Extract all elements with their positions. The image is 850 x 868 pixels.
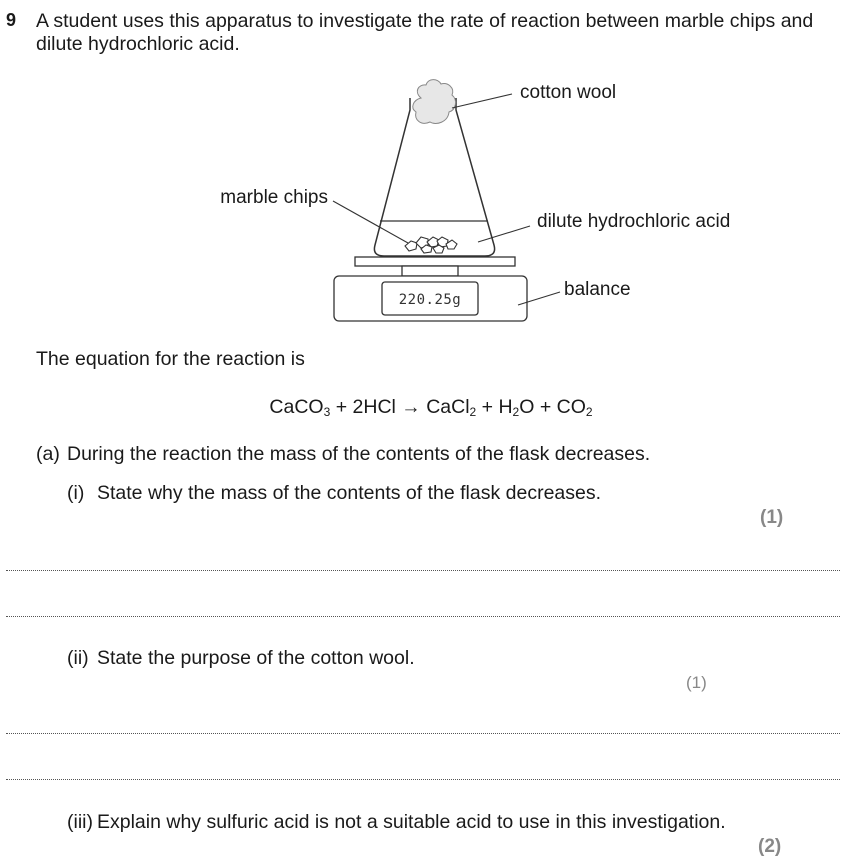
apparatus-diagram [200,70,760,340]
eq-cacl-sub: 2 [469,405,477,419]
eq-cacl: CaCl [420,396,470,418]
eq-caco: CaCO [269,396,324,418]
eq-hcl: + 2HCl [330,396,402,418]
leader-cotton-wool [452,94,512,108]
label-cotton-wool: cotton wool [520,82,617,103]
part-a-ii-label: (ii) [67,647,89,669]
part-a-iii-text: Explain why sulfuric acid is not a suitable acid to use in this investigation. [97,811,726,833]
label-balance: balance [564,279,631,300]
part-a-i-marks: (1) [760,507,784,528]
answer-line[interactable] [6,570,840,571]
cotton-wool-plug [413,80,456,124]
label-acid: dilute hydrochloric acid [537,211,731,232]
part-a-text: During the reaction the mass of the contents of the flask decreases. [67,443,651,465]
balance-pan [355,257,515,266]
eq-o-co: O + CO [519,396,586,418]
apparatus-svg [200,70,760,340]
leader-acid [478,226,530,242]
part-a-iii-marks: (2) [758,836,782,857]
eq-arrow: → [401,396,421,418]
part-a-ii-text: State the purpose of the cotton wool. [97,647,415,669]
part-a-i-label: (i) [67,482,85,504]
leader-marble-chips [333,201,408,243]
question-stem: A student uses this apparatus to investigate the rate of reaction between marble chips and dilute hydrochloric acid. [36,10,814,55]
part-a-iii-label: (iii) [67,811,93,833]
eq-caco-sub: 3 [323,405,331,419]
eq-h-sub: 2 [512,405,520,419]
chemical-equation [0,396,850,419]
marble-chips-group [405,237,457,253]
equation-intro: The equation for the reaction is [36,348,305,370]
answer-line[interactable] [6,733,840,734]
answer-line[interactable] [6,779,840,780]
label-marble-chips: marble chips [220,187,328,208]
part-a-ii-marks: (1) [686,673,707,692]
part-a-i-text: State why the mass of the contents of the flask decreases. [97,482,602,504]
eq-h: + H [476,396,513,418]
balance-reading: 220.25g [398,292,462,308]
answer-line[interactable] [6,616,840,617]
question-number: 9 [6,10,17,30]
balance-stem [402,266,458,276]
part-a-label: (a) [36,443,60,465]
eq-co-sub: 2 [585,405,593,419]
